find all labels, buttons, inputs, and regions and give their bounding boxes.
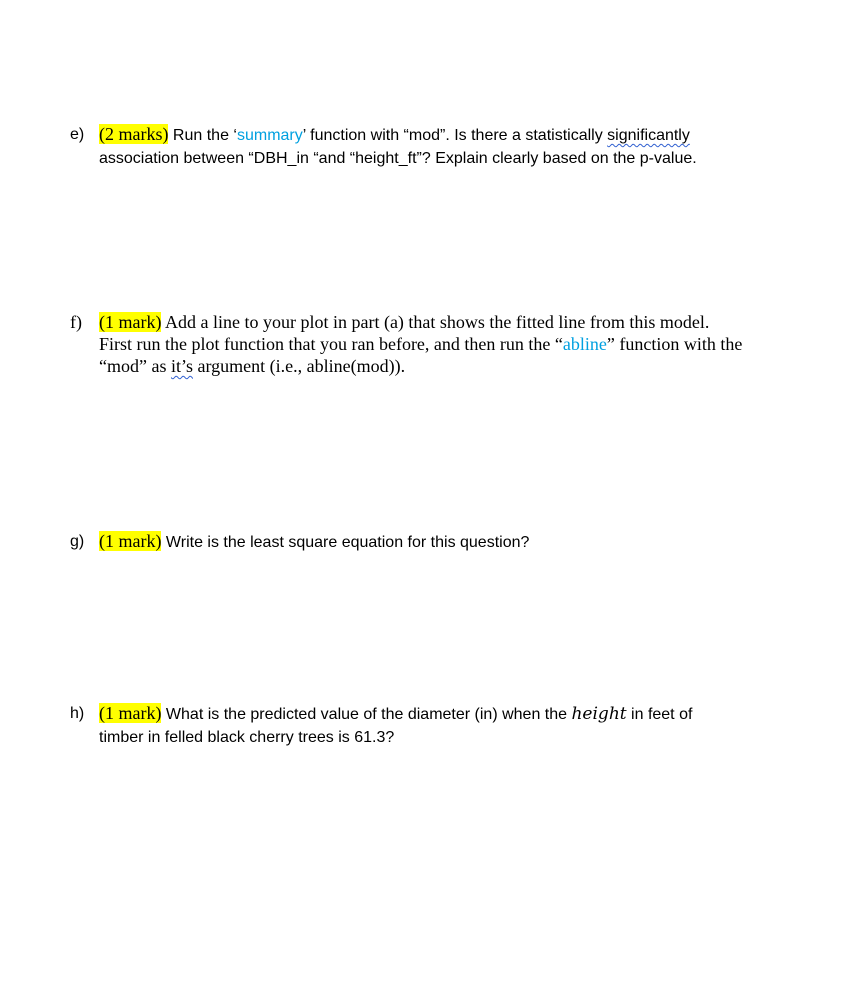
question-h-label: h): [70, 705, 85, 722]
question-h: [70, 702, 800, 749]
question-f-body: [99, 311, 800, 377]
spellcheck-flagged-word: significantly: [607, 127, 690, 144]
question-g-marks: (1 mark): [99, 531, 162, 551]
question-h-text-1b: in feet of: [626, 706, 693, 723]
summary-function-name: summary: [236, 127, 303, 144]
abline-function-name: abline: [562, 334, 607, 354]
question-h-line-2: timber in felled black cherry trees is 61.3?: [99, 729, 395, 746]
question-e-marks: (2 marks): [99, 124, 169, 144]
question-e-text-1b: ’ function with “mod”. Is there a statistically: [302, 127, 608, 144]
question-h-marks: (1 mark): [99, 703, 162, 723]
question-h-text-1a: What is the predicted value of the diameter (in) when the: [161, 706, 572, 723]
question-f-text-1: Add a line to your plot in part (a) that shows the fitted line from this model.: [161, 312, 710, 332]
question-g-line-1: [99, 530, 800, 554]
question-f: [70, 311, 800, 377]
question-g-body: [99, 530, 800, 554]
question-f-label: f): [70, 312, 82, 332]
question-f-line-3: [99, 355, 800, 377]
spellcheck-flagged-word: it’s: [170, 356, 193, 376]
question-f-line-1: [99, 311, 800, 333]
question-g-text: Write is the least square equation for this question?: [161, 534, 530, 551]
question-e-line-2: association between “DBH_in “and “height_ft”? Explain clearly based on the p-value.: [99, 150, 697, 167]
question-h-body: [99, 702, 800, 749]
question-e-text-1a: Run the ‘: [168, 127, 237, 144]
height-variable: height: [571, 704, 627, 724]
question-f-text-3a: “mod” as: [99, 356, 171, 376]
question-e-label: e): [70, 126, 85, 143]
question-e-line-1: [99, 123, 800, 147]
question-f-text-2a: First run the plot function that you ran before, and then run the “: [99, 334, 563, 354]
question-f-line-2: [99, 333, 800, 355]
question-f-text-3b: argument (i.e., abline(mod)).: [193, 356, 406, 376]
question-e-body: [99, 123, 800, 170]
question-g-label: g): [70, 533, 85, 550]
question-f-text-2b: ” function with the: [606, 334, 743, 354]
question-g: [70, 530, 800, 554]
question-e: [70, 123, 800, 170]
question-f-marks: (1 mark): [99, 312, 162, 332]
question-h-line-1: [99, 702, 800, 726]
